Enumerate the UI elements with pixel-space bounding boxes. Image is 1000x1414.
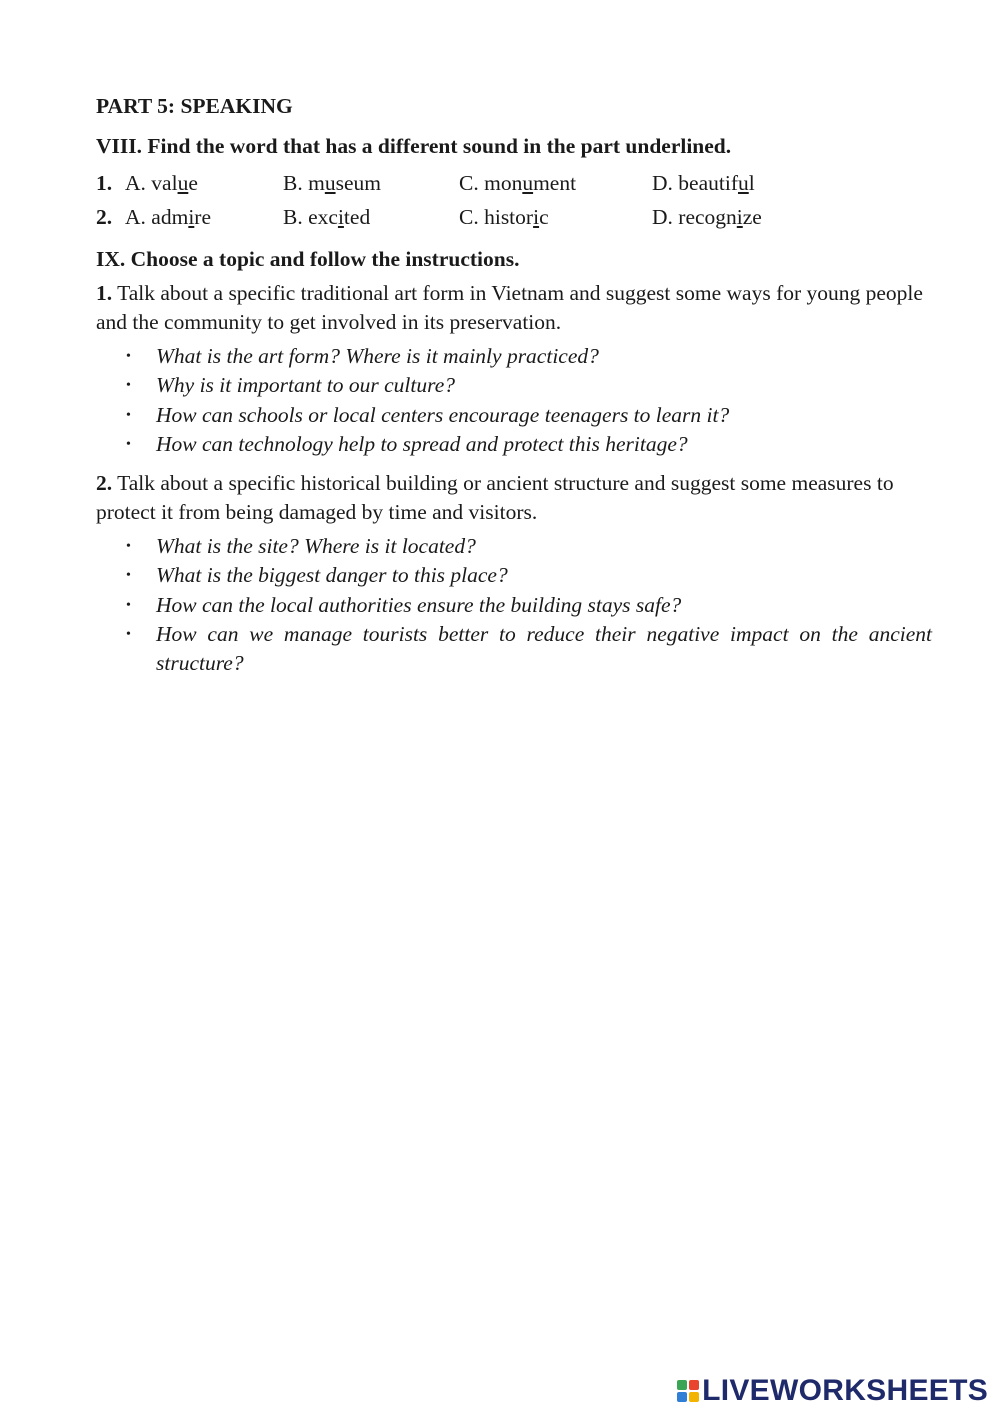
question-row-2 [96,200,932,234]
bullet-icon: • [126,378,131,394]
bullet-icon: • [126,627,131,643]
logo-text: LIVEWORKSHEETS [702,1374,988,1407]
underlined-letter: u [737,170,749,195]
underlined-letter: i [736,204,743,229]
liveworksheets-logo [677,1374,988,1408]
bullet-item: • How can technology help to spread and protect this heritage? [96,430,932,459]
bullet-item: • What is the art form? Where is it mainly practiced? [96,342,932,371]
bullet-icon: • [126,349,131,364]
underlined-letter: i [337,204,344,229]
part-title: PART 5: SPEAKING [96,94,293,118]
underlined-letter: i [188,204,195,229]
bullet-item: • How can we manage tourists better to reduce their negative impact on the ancient structure? [126,622,932,676]
underlined-letter: i [533,204,540,229]
logo-square-4 [689,1392,699,1402]
option-c: C. historic [459,204,549,229]
logo-square-1 [677,1380,687,1390]
bullet-icon: • [126,539,131,555]
bullet-item: • What is the biggest danger to this place? [96,561,932,590]
topic-1-bullets [96,342,932,459]
option-a: A. admire [125,204,211,229]
logo-square-2 [689,1380,699,1390]
question-number: 1. [96,170,113,195]
topic-number: 2. [96,471,113,496]
topic-2-intro [96,469,932,527]
liveworksheets-logo-icon [677,1380,699,1402]
section-ix-title: IX. Choose a topic and follow the instructions. [96,247,520,271]
underlined-letter: u [177,170,189,195]
section-viii-title: VIII. Find the word that has a different sound in the part underlined. [96,134,732,158]
option-d: D. recognize [652,204,762,229]
bullet-item: • How can the local authorities ensure the building stays safe? [96,591,932,620]
topic-number: 1. [96,281,113,305]
topic-2-bullets [96,532,932,678]
question-row-1 [96,166,932,200]
underlined-letter: u [522,170,534,195]
topic-text: Talk about a specific historical building or ancient structure and suggest some measures to protect it from being damaged by time and visitors. [96,471,894,525]
bullet-icon: • [126,597,131,613]
bullet-icon: • [126,436,131,452]
option-a: A. value [125,170,198,195]
option-b: B. excited [283,204,371,229]
question-number: 2. [96,204,113,229]
logo-square-3 [677,1392,687,1402]
bullet-icon: • [126,568,131,584]
topic-text: Talk about a specific traditional art form in Vietnam and suggest some ways for young people and the community to get involved in its preservation. [96,281,923,334]
bullet-item: • Why is it important to our culture? [96,371,932,400]
option-b: B. museum [283,170,381,195]
option-c: C. monument [459,170,577,195]
bullet-icon: • [126,407,131,423]
bullet-item: • What is the site? Where is it located? [96,532,932,561]
option-d: D. beautiful [652,170,755,195]
topic-1-intro [96,279,932,337]
bullet-item: • How can schools or local centers encourage teenagers to learn it? [96,401,932,430]
worksheet-page [96,92,932,689]
underlined-letter: u [324,170,336,195]
